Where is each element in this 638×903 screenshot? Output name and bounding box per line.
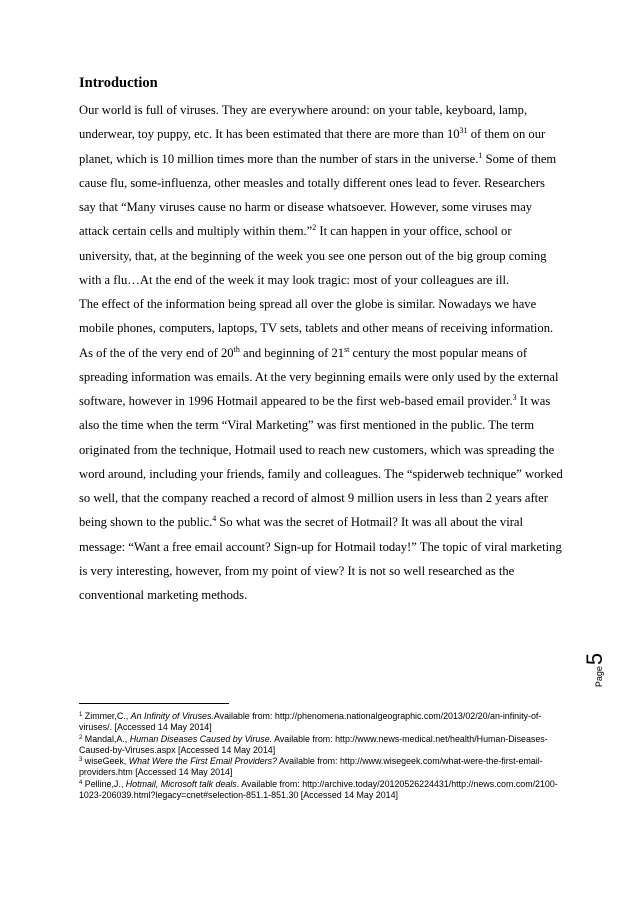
reference-mark: 3: [79, 757, 83, 764]
body-text: [79, 98, 564, 607]
footnotes: [79, 711, 569, 801]
reference-mark: 1: [79, 712, 83, 718]
text-run: Pelline,J.,: [82, 778, 126, 789]
text-run: An Infinity of Viruses.: [130, 711, 214, 721]
text-run: Our world is full of viruses. They are everywhere around: on your table, keyboard, lamp, underwear, toy puppy, etc. It has been estimated that there are more than 10: [79, 103, 528, 142]
text-run: Available from: http://phenomena.nationalgeographic.com/2013/02/20/an-infinity-of-viruses/. [Accessed 14 May 2014]: [79, 711, 542, 733]
text-run: of them on our planet, which is 10 million times more than the number of stars in the universe.: [79, 127, 546, 166]
reference-mark: 3: [512, 393, 517, 402]
text-run: Available from: http://www.news-medical.net/health/Human-Diseases-Caused-by-Viruses.aspx [Accessed 14 May 2014]: [79, 733, 548, 755]
page-number-value: 5: [582, 652, 607, 666]
text-run: Human Diseases Caused by Viruse.: [129, 733, 273, 744]
footnote: [79, 734, 569, 757]
text-run: century the most popular means of spreading information was emails. At the very beginning emails were only used by the external software, however in 1996 Hotmail appeared to be the first web-based email provider.: [79, 345, 559, 408]
text-run: It was also the time when the term “Viral Marketing” was first mentioned in the public. The term originated from the technique, Hotmail used to reach new customers, which was spreading the word around, including your friends, family and colleagues. The “spiderweb technique” worked so well, that the company reached a record of almost 9 million users in less than 2 years after being shown to the public.: [79, 394, 563, 530]
reference-mark: 4: [79, 779, 83, 786]
text-run: It can happen in your office, school or university, that, at the beginning of the week you see one person out of the big group coming with a flu…At the end of the week it may look tragic: most of your colleagues are ill.: [79, 224, 547, 287]
paragraph: [79, 292, 564, 607]
reference-mark: 4: [212, 514, 217, 524]
reference-mark: th: [233, 344, 240, 354]
text-run: The effect of the information being spread all over the globe is similar. Nowadays we have mobile phones, computers, laptops, TV sets, tablets and other means of receiving information. As of the of the very end of 20: [79, 297, 554, 360]
footnote: [79, 711, 569, 734]
text-run: and beginning of 21: [239, 345, 345, 360]
footnote: [79, 756, 569, 779]
text-run: Hotmail, Microsoft talk deals: [125, 778, 237, 789]
reference-mark: 1: [478, 150, 483, 160]
text-run: Some of them cause flu, some-influenza, other measles and totally different ones lead to fever. Researchers say that “Many viruses cause no harm or disease whatsoever. However, some viruses may attack certain cells and multiply within them.”: [79, 151, 557, 239]
page-number: [582, 650, 638, 690]
text-run: . Available from: http://archive.today/20120526224431/http://news.com.com/2100-1023-206039.html?legacy=cnet#selection-851.1-851.30 [Accessed 14 May 2014]: [79, 778, 558, 801]
text-run: wiseGeek,: [82, 756, 129, 767]
reference-mark: st: [344, 344, 350, 354]
text-run: Available from: http://www.wisegeek.com/what-were-the-first-email-providers.htm [Accessed 14 May 2014]: [79, 756, 543, 778]
page-label: Page: [594, 666, 604, 688]
text-run: What Were the First Email Providers?: [128, 756, 278, 767]
text-run: Mandal,A.,: [82, 733, 130, 744]
section-heading: Introduction: [79, 75, 158, 91]
reference-mark: 31: [459, 126, 468, 136]
paragraph: [79, 98, 564, 292]
footnote: [79, 779, 569, 802]
footnote-separator: [79, 703, 229, 704]
text-run: Zimmer,C.,: [82, 711, 131, 721]
reference-mark: 2: [79, 734, 83, 741]
reference-mark: 2: [312, 223, 317, 233]
text-run: So what was the secret of Hotmail? It was all about the viral message: “Want a free email account? Sign-up for Hotmail today!” The topic of viral marketing is very interesting, however, from my point of view? It is not so well researched as the conventional marketing methods.: [79, 515, 562, 602]
